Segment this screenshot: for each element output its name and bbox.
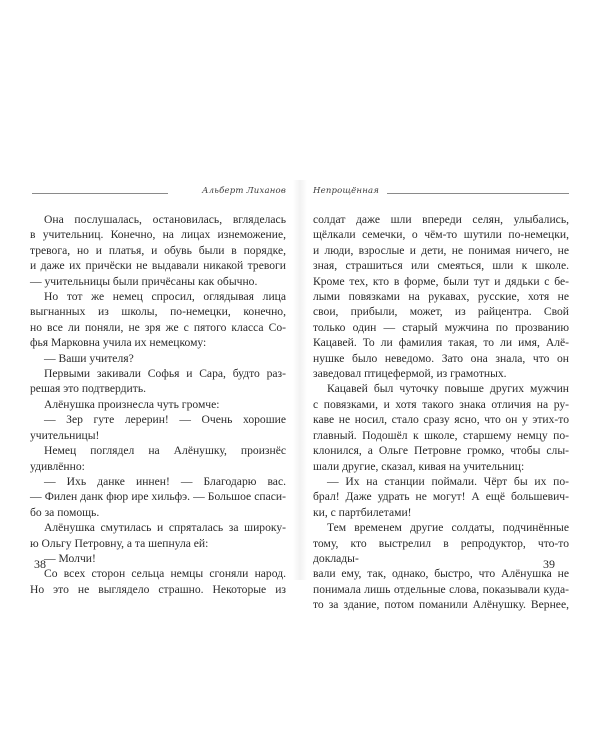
text-line: — Молчи!: [44, 551, 96, 565]
text-line: — Ваши учителя?: [44, 351, 134, 365]
text-line: солдат даже шли впереди селян, улыбались,: [313, 213, 569, 226]
text-line: Со всех сторон сельца немцы сгоняли народ.: [44, 567, 286, 581]
text-line: учительницы!: [30, 428, 100, 442]
text-line: вали ему, так, однако, быстро, что Алёнушка не: [313, 567, 569, 581]
left-running-head: [30, 186, 286, 200]
text-line: Кацавей. То ли фамилия такая, то ли имя, Алё-: [313, 336, 569, 350]
text-line: — Ихь данке иннен! — Благодарю вас.: [44, 474, 286, 488]
text-line: Кацавей был чуточку повыше других мужчин: [327, 382, 569, 396]
text-line: Но это не выглядело страшно. Некоторые из: [30, 582, 286, 596]
text-line: только один — старый мужчина по прозванию: [313, 320, 569, 334]
text-line: свои, прибыли, может, из райцентра. Свой: [313, 305, 569, 319]
left-page: [30, 186, 286, 596]
text-line: Кроме тех, кто в форме, были тут и дядьки с бе-: [313, 274, 569, 288]
text-line: — Их на станции поймали. Чёрт бы их по-: [327, 474, 569, 488]
right-page-number: 39: [543, 557, 555, 571]
text-line: — Зер гуте лерерин! — Очень хорошие: [44, 413, 286, 427]
gutter-shadow: [293, 180, 307, 580]
left-running-head-text: Альберт Лиханов: [202, 186, 286, 196]
right-running-head-text: Непрощённая: [313, 186, 380, 196]
text-line: с повязками, и хотя такого знака отличия на ру-: [313, 397, 569, 411]
text-line: Алёнушка произнесла чуть громче:: [44, 397, 220, 411]
text-line: — учительницы были причёсаны как обычно.: [30, 274, 258, 288]
text-line: но все ли поняли, не зря же с пятого класса Со-: [30, 320, 286, 334]
text-line: главный. Подошёл к школе, старшему немцу по-: [313, 428, 569, 442]
text-line: выгнанных из школы, по-немецки, конечно,: [30, 305, 286, 319]
text-line: лыми повязками на рукавах, русские, хотя не: [313, 290, 569, 304]
text-line: бо за помощь.: [30, 505, 100, 519]
text-line: и люди, взрослые и дети, не понимая ничего, не: [313, 243, 569, 257]
text-line: решая это подтвердить.: [30, 382, 147, 396]
text-line: ки, с партбилетами!: [313, 505, 412, 519]
text-line: шали другие, сказал, кивая на учительниц:: [313, 459, 525, 473]
text-line: тому, кто выстрелил в репродуктор, что-то доклады-: [313, 536, 569, 565]
text-line: каве не носил, стало сразу ясно, что он у этих-то: [313, 413, 569, 427]
text-line: Но тот же немец спросил, оглядывая лица: [44, 290, 286, 304]
left-page-number: 38: [34, 557, 46, 571]
text-line: Алёнушка смутилась и спряталась за широку-: [44, 521, 286, 535]
text-line: зная, страшиться или смеяться, шли к школе.: [313, 259, 569, 273]
text-line: тревога, но и платья, и обувь были в порядке,: [30, 243, 286, 257]
text-line: Тем временем другие солдаты, подчинённые: [327, 521, 569, 535]
text-line: удивлённо:: [30, 459, 85, 473]
text-line: и даже их причёски не выдавали никакой тревоги: [30, 259, 286, 273]
text-line: Она послушалась, остановилась, вгляделась: [44, 213, 286, 226]
text-line: Первыми закивали Софья и Сара, будто раз-: [44, 367, 286, 381]
text-line: клонился, а Ольге Петровне громко, чтобы слы-: [313, 444, 569, 458]
text-line: брал! Даже удрать не могут! А ещё большевич-: [313, 490, 569, 504]
right-page: [313, 186, 569, 612]
left-header-rule: [32, 193, 168, 194]
text-line: щёлкали семечки, о чём-то шутили по-немецки,: [313, 228, 569, 242]
text-line: понимала лишь отдельные слова, показывали куда-: [313, 582, 569, 596]
left-body-text: [30, 212, 286, 597]
text-line: то за здание, потом поманили Алёнушку. Вернее,: [313, 598, 569, 612]
right-header-rule: [387, 193, 569, 194]
text-line: заведовал птицефермой, из грамотных.: [313, 367, 507, 381]
text-line: ю Ольгу Петровну, а та шепнула ей:: [30, 536, 209, 550]
text-line: в учительниц. Конечно, на лицах изнеможение,: [30, 228, 286, 242]
right-running-head: [313, 186, 569, 200]
text-line: Немец поглядел на Алёнушку, произнёс: [44, 444, 286, 458]
text-line: — Филен данк фюр ире хильфэ. — Большое спаси-: [30, 490, 286, 504]
right-body-text: [313, 212, 569, 613]
text-line: фья Марковна учила их немецкому:: [30, 336, 207, 350]
text-line: нушке было неведомо. Зато она знала, что он: [313, 351, 569, 365]
